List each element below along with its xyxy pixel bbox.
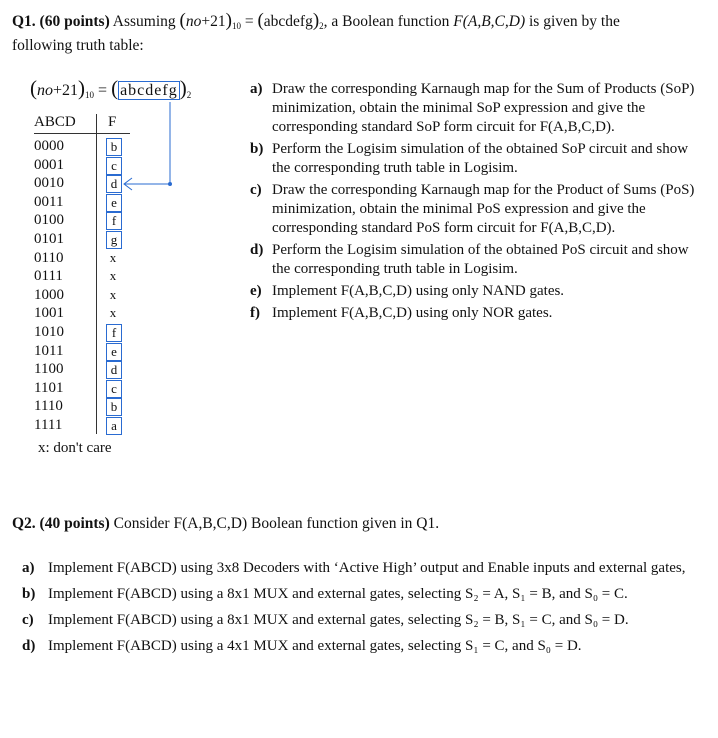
row-input-code: 0011 [34,193,64,210]
q1-item [250,80,700,137]
q1-item-label: a) [250,81,263,97]
q2-item-text: Implement F(ABCD) using a 8x1 MUX and external gates, selecting S₂ = B, S₁ = C, and S₀ = D. [48,612,629,628]
q2-item-text: Implement F(ABCD) using 3x8 Decoders with ‘Active High’ output and Enable inputs and external gates, [48,560,686,576]
row-output-value: f [106,324,122,342]
row-input-code: 1010 [34,324,64,340]
q1-item-label: c) [250,182,262,198]
q2-item [22,636,712,656]
q1-item [250,140,700,178]
row-input-code: 1011 [34,342,64,359]
row-output-value: x [109,249,117,265]
q1-expr-eq: = [244,13,254,30]
row-input-code: 1101 [34,379,64,396]
table-expr-plus: +21 [53,82,79,99]
q2-item [22,610,712,630]
table-expr-no: no [37,82,53,99]
q2-label: Q2. (40 points) [12,515,110,532]
q1-text-1: Assuming [112,13,176,30]
q1-label: Q1. (60 points) [12,13,110,30]
row-input-code: 1111 [34,417,63,433]
q1-expr-plus: +21 [201,13,226,30]
q1-item-label: f) [250,305,260,321]
q2-subquestions [22,558,712,662]
q1-sub-10: 10 [231,21,241,31]
q1-expr-letters: abcdefg [263,13,313,30]
row-output-value: d [106,361,122,379]
row-input-code: 0101 [34,231,64,247]
row-output-value: f [106,212,122,230]
q1-expr-no: no [185,13,202,30]
q1-item-text: Perform the Logisim simulation of the obtained PoS circuit and show the corresponding truth table in Logisim. [272,242,689,277]
row-output-value: x [109,268,117,284]
row-output-value: a [106,417,122,435]
q1-item-text: Perform the Logisim simulation of the obtained SoP circuit and show the corresponding truth table in Logisim. [272,141,689,176]
row-output-value: c [106,157,122,175]
row-input-code: 1001 [34,305,64,322]
q2-item-text: Implement F(ABCD) using a 8x1 MUX and external gates, selecting S₂ = A, S₁ = B, and S₀ = C. [48,586,628,602]
q1-item-text: Implement F(A,B,C,D) using only NOR gates. [272,305,553,321]
q2-item [22,584,712,604]
q2-item [22,558,712,578]
table-expr-sub10: 10 [85,90,95,100]
q1-text-2: , a Boolean function [323,13,450,30]
q2-text: Consider F(A,B,C,D) Boolean function given in Q1. [113,515,440,532]
row-input-code: 0001 [34,156,64,173]
q1-item-text: Draw the corresponding Karnaugh map for the Sum of Products (SoP) minimization, obtain the minimal SoP expression and give the corresponding standard SoP form circuit for F(A,B,C,D). [272,81,695,135]
q2-item-label: b) [22,586,36,602]
table-expr-sub2: 2 [186,90,192,100]
row-input-code: 1110 [34,398,63,415]
q1-item [250,241,700,279]
row-output-value: d [106,175,122,193]
row-input-code: 0110 [34,249,64,266]
q1-item [250,282,700,301]
q1-item-label: d) [250,242,264,258]
q2-header [12,515,439,533]
row-input-code: 1100 [34,361,64,378]
q1-header: Q1. (60 points) Assuming $(no+21)_{10}$ = $(abcdefg)_2$, a Boolean function F(A,B,C,D) is given by the [12,10,620,31]
header-f: F [108,114,117,130]
row-output-value: x [109,305,117,321]
table-expression: $(no+21)_{10}$ = ( $abcdefg)_2$ [30,76,192,100]
header-abcd: ABCD [34,114,76,130]
row-input-code: 0100 [34,212,64,229]
q1-func: F(A,B,C,D) [453,13,526,30]
q1-header-line2: following truth table: [12,37,144,54]
row-output-value: g [106,231,122,249]
q2-item-label: c) [22,612,34,628]
row-input-code: 0111 [34,268,63,285]
q1-text-3: is given by the [529,13,620,30]
row-input-code: 0000 [34,138,64,154]
table-expr-letters: abcdefg [120,82,178,99]
dont-care-note: x: don't care [38,440,112,456]
row-output-value: x [109,286,117,302]
row-output-value: c [106,380,122,398]
row-output-value: e [106,343,122,361]
q2-item-label: d) [22,638,36,654]
q1-item-label: b) [250,141,264,157]
q2-item-label: a) [22,560,35,576]
q1-sub-2: 2 [319,21,324,31]
row-output-value: b [106,398,122,416]
row-input-code: 1000 [34,286,64,303]
q1-item-text: Implement F(A,B,C,D) using only NAND gates. [272,283,565,299]
row-input-code: 0010 [34,175,64,192]
q1-item [250,304,700,323]
q2-item-text: Implement F(ABCD) using a 4x1 MUX and external gates, selecting S₁ = C, and S₀ = D. [48,638,582,654]
q1-item-label: e) [250,283,262,299]
q1-item-text: Draw the corresponding Karnaugh map for the Product of Sums (PoS) minimization, obtain the minimal PoS expression and give the corresponding standard PoS form circuit for F(A,B,C,D). [272,182,695,236]
row-output-value: e [106,194,122,212]
q1-subquestions [250,80,700,326]
row-output-value: b [106,138,122,156]
table-expr-eq: = [98,82,108,99]
q1-item [250,181,700,238]
